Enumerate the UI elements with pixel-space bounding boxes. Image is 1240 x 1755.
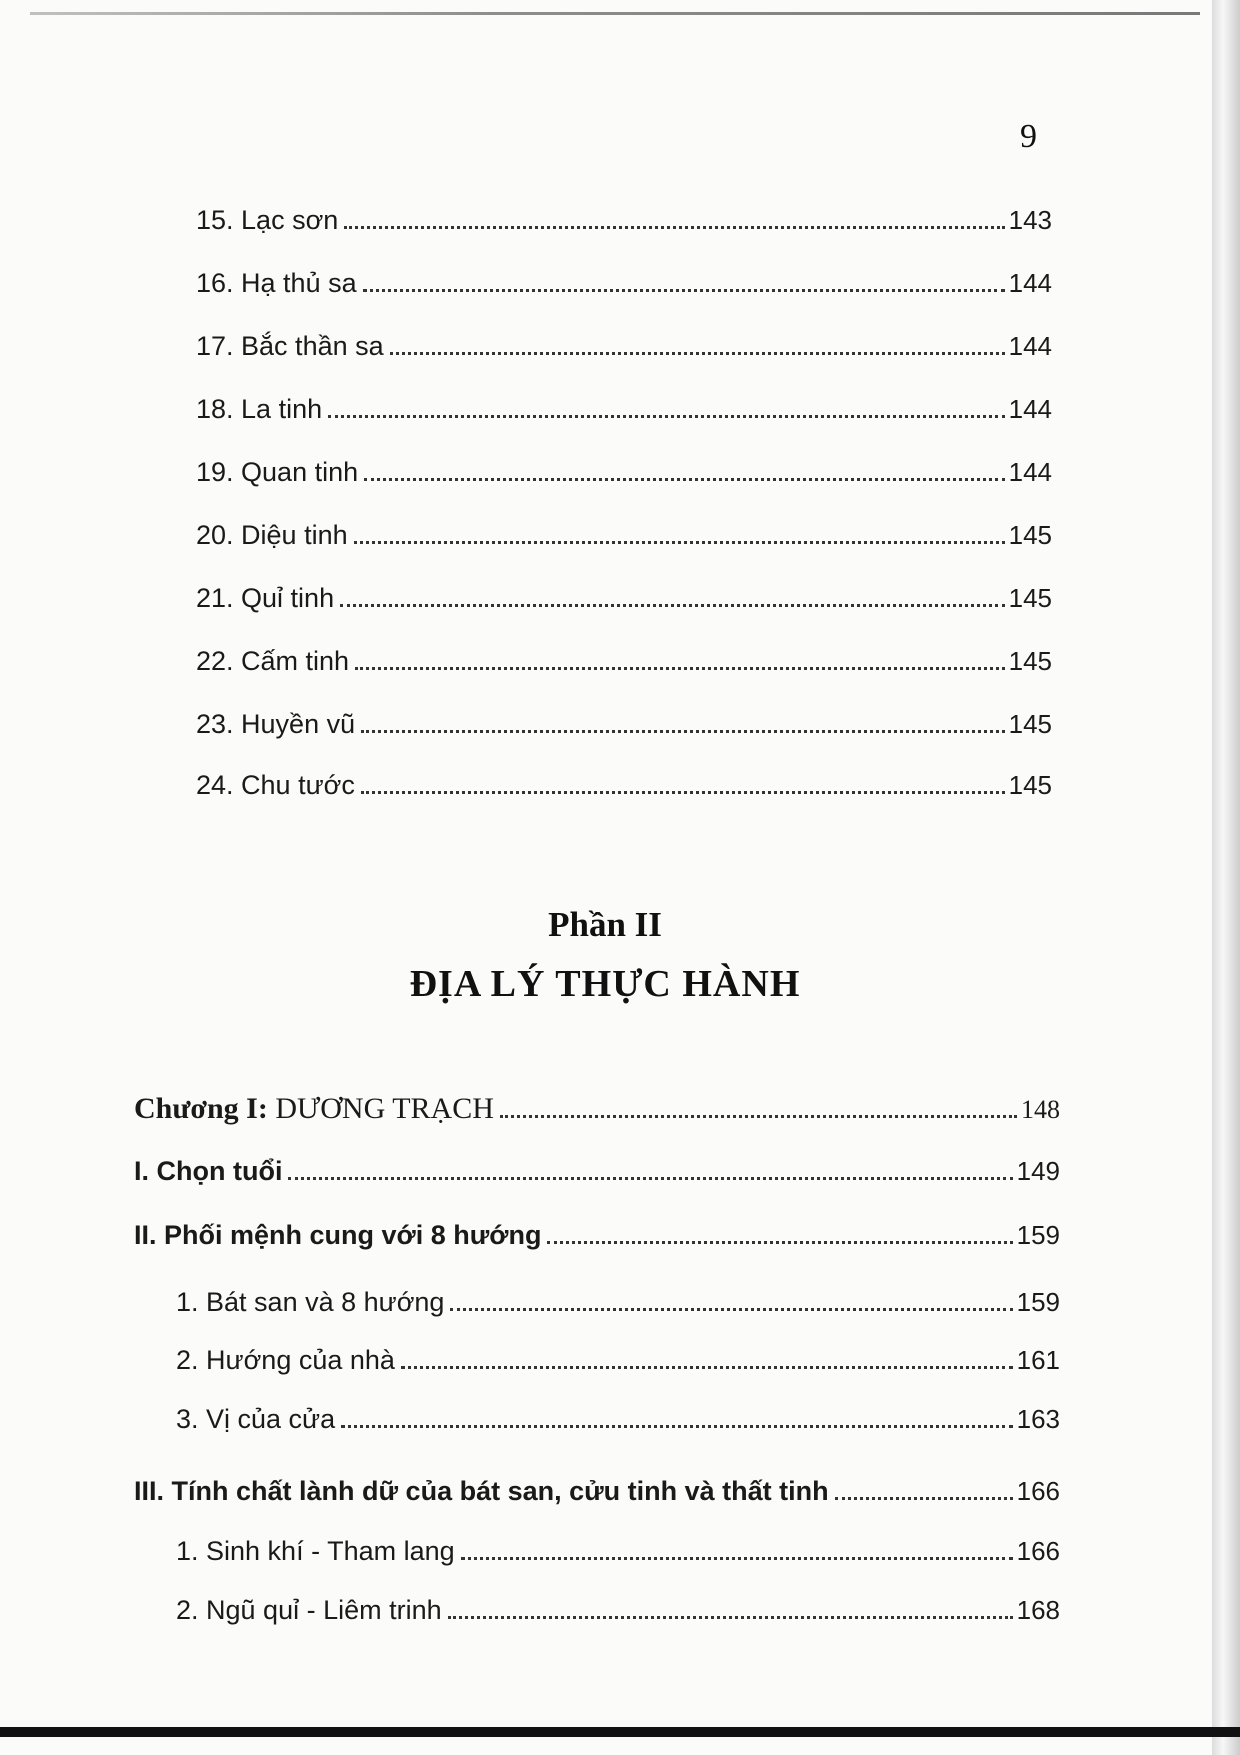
toc-section-label: III. Tính chất lành dữ của bát san, cửu tinh và thất tinh: [134, 1476, 829, 1506]
toc-entry: [176, 1287, 1060, 1327]
toc-entry: [196, 394, 1052, 434]
toc-section-label: I. Chọn tuổi: [134, 1156, 283, 1186]
toc-entry: [196, 583, 1052, 623]
toc-entry: [196, 520, 1052, 560]
dot-leader: [401, 1366, 1013, 1369]
toc-entry-label: 21. Quỉ tinh: [196, 583, 335, 613]
dot-leader: [450, 1308, 1012, 1311]
toc-section-entry: [134, 1220, 1060, 1260]
toc-entry-page: 145: [1008, 583, 1052, 613]
toc-entry: [196, 268, 1052, 308]
toc-entry-label: 17. Bắc thần sa: [196, 331, 384, 361]
dot-leader: [340, 604, 1005, 607]
toc-section-label: II. Phối mệnh cung với 8 hướng: [134, 1220, 542, 1250]
toc-section-page: 166: [1016, 1476, 1060, 1506]
toc-entry-label: 23. Huyền vũ: [196, 709, 356, 739]
chapter-prefix: Chương I:: [134, 1092, 268, 1125]
dot-leader: [328, 415, 1005, 418]
toc-entry-label: 2. Ngũ quỉ - Liêm trinh: [176, 1595, 442, 1625]
toc-entry-page: 145: [1008, 770, 1052, 800]
toc-entry-label: 22. Cấm tinh: [196, 646, 350, 676]
page-bottom-edge: [0, 1727, 1240, 1737]
dot-leader: [361, 730, 1005, 733]
toc-section-page: 149: [1016, 1156, 1060, 1186]
dot-leader: [835, 1497, 1013, 1500]
toc-entry-label: 20. Diệu tinh: [196, 520, 348, 550]
toc-entry-page: 168: [1016, 1595, 1060, 1625]
dot-leader: [390, 352, 1005, 355]
toc-entry: [196, 646, 1052, 686]
dot-leader: [355, 667, 1005, 670]
toc-entry-page: 144: [1008, 457, 1052, 487]
dot-leader: [461, 1557, 1013, 1560]
dot-leader: [341, 1425, 1012, 1428]
toc-chapter-page: 148: [1021, 1095, 1060, 1124]
chapter-name: DƯƠNG TRẠCH: [275, 1092, 494, 1125]
toc-entry-page: 143: [1008, 205, 1052, 235]
dot-leader: [361, 791, 1005, 794]
toc-entry-label: 18. La tinh: [196, 394, 323, 424]
toc-entry-label: 16. Hạ thủ sa: [196, 268, 357, 298]
toc-entry: [196, 331, 1052, 371]
toc-entry-page: 163: [1016, 1404, 1060, 1434]
dot-leader: [448, 1616, 1013, 1619]
toc-chapter-label: [134, 1092, 500, 1126]
toc-section-entry: [134, 1156, 1060, 1196]
toc-entry: [176, 1345, 1060, 1385]
page-number: 9: [1020, 118, 1037, 155]
toc-entry-label: 24. Chu tước: [196, 770, 355, 800]
toc-entry-page: 144: [1008, 331, 1052, 361]
toc-entry: [196, 709, 1052, 749]
toc-entry-label: 15. Lạc sơn: [196, 205, 339, 235]
dot-leader: [363, 289, 1005, 292]
toc-section-entry: [134, 1476, 1060, 1516]
toc-entry-page: 144: [1008, 268, 1052, 298]
dot-leader: [500, 1115, 1017, 1118]
toc-section-page: 159: [1016, 1220, 1060, 1250]
toc-entry: [196, 457, 1052, 497]
dot-leader: [288, 1177, 1012, 1180]
toc-entry-label: 2. Hướng của nhà: [176, 1345, 395, 1375]
toc-entry: [196, 770, 1052, 810]
toc-entry-label: 1. Sinh khí - Tham lang: [176, 1536, 455, 1566]
toc-entry-label: 1. Bát san và 8 hướng: [176, 1287, 445, 1317]
toc-entry: [196, 205, 1052, 245]
dot-leader: [344, 226, 1004, 229]
toc-entry: [176, 1404, 1060, 1444]
toc-entry-page: 159: [1016, 1287, 1060, 1317]
toc-entry-page: 145: [1008, 520, 1052, 550]
page-right-edge: [1212, 0, 1240, 1755]
toc-entry-label: 3. Vị của cửa: [176, 1404, 336, 1434]
toc-chapter-entry: [134, 1092, 1060, 1132]
toc-entry-page: 145: [1008, 709, 1052, 739]
toc-entry: [176, 1536, 1060, 1576]
toc-entry-page: 161: [1016, 1345, 1060, 1375]
toc-entry-label: 19. Quan tinh: [196, 457, 359, 487]
part-subtitle: ĐỊA LÝ THỰC HÀNH: [409, 963, 801, 1005]
toc-entry: [176, 1595, 1060, 1635]
dot-leader: [547, 1241, 1012, 1244]
part-title: Phần II: [548, 905, 662, 944]
toc-entry-page: 166: [1016, 1536, 1060, 1566]
toc-entry-page: 145: [1008, 646, 1052, 676]
dot-leader: [364, 478, 1004, 481]
toc-entry-page: 144: [1008, 394, 1052, 424]
page-top-edge: [30, 12, 1200, 15]
dot-leader: [354, 541, 1005, 544]
